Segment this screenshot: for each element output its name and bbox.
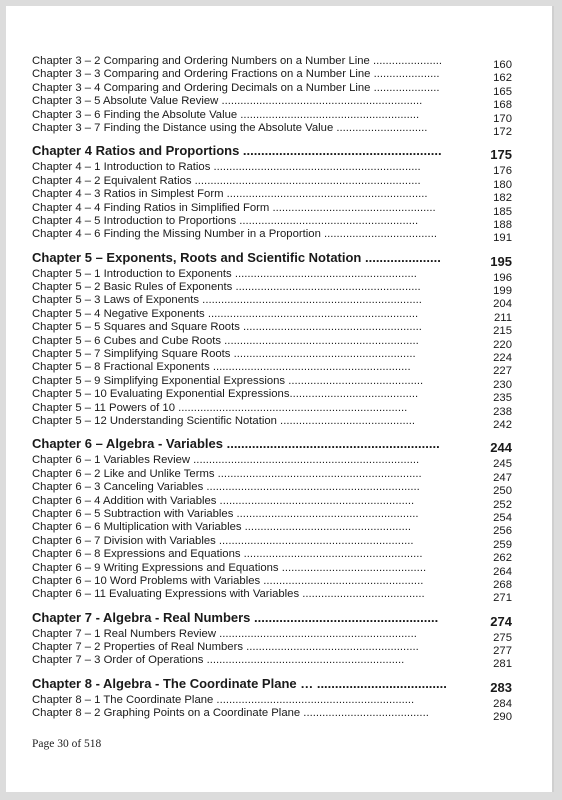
toc-entry-label: Chapter 3 – 3 Comparing and Ordering Fractions on a Number Line ..................... (32, 68, 440, 81)
toc-entry (32, 507, 512, 524)
toc-entry (32, 693, 512, 710)
toc-entry-label: Chapter 6 – 9 Writing Expressions and Equations .............................................. (32, 561, 427, 574)
toc-entry-page: 199 (493, 285, 512, 298)
toc-entry (32, 548, 512, 565)
toc-entry-page: 162 (493, 72, 512, 85)
toc-entry-label: Chapter 4 – 6 Finding the Missing Number in a Proportion .................................... (32, 228, 437, 241)
toc-entry (32, 108, 512, 125)
toc-entry (32, 494, 512, 511)
toc-entry (32, 321, 512, 338)
toc-entry (32, 561, 512, 578)
chapter-heading (32, 143, 512, 163)
toc-entry-page: 256 (493, 525, 512, 538)
toc-entry-label: Chapter 6 – 3 Canceling Variables .................................................................... (32, 481, 420, 494)
toc-entry-label: Chapter 6 – 11 Evaluating Expressions with Variables ....................................... (32, 588, 425, 601)
toc-entry-label: Chapter 5 – 9 Simplifying Exponential Expressions ........................................... (32, 374, 424, 387)
toc-entry-page: 245 (493, 458, 512, 471)
section-gap (32, 242, 512, 250)
toc-entry-page: 224 (493, 352, 512, 365)
section-gap (32, 602, 512, 610)
toc-entry (32, 95, 512, 112)
toc-entry-page: 235 (493, 392, 512, 405)
toc-entry-label: Chapter 5 – 8 Fractional Exponents ............................................................... (32, 361, 411, 374)
toc-entry-page: 160 (493, 59, 512, 71)
toc-entry-label: Chapter 6 – 5 Subtraction with Variables .......................................................... (32, 507, 419, 520)
toc-entry (32, 534, 512, 551)
toc-entry (32, 55, 512, 71)
toc-entry (32, 467, 512, 484)
toc-entry (32, 348, 512, 365)
page-footer: Page 30 of 518 (32, 738, 102, 750)
toc-entry (32, 707, 512, 724)
toc-entry (32, 334, 512, 351)
toc-entry-label: Chapter 6 – 2 Like and Unlike Terms ................................................................. (32, 467, 422, 480)
chapter-heading-label: Chapter 8 - Algebra - The Coordinate Plane … .................................... (32, 675, 447, 691)
toc-entry-page: 172 (493, 125, 512, 138)
toc-entry (32, 361, 512, 378)
toc-entry-label: Chapter 5 – 4 Negative Exponents ................................................................... (32, 307, 419, 320)
toc-entry-page: 180 (493, 178, 512, 191)
toc-entry-label: Chapter 8 – 1 The Coordinate Plane ............................................................... (32, 693, 415, 706)
section-gap (32, 668, 512, 676)
chapter-heading-label: Chapter 5 – Exponents, Roots and Scientific Notation ..................... (32, 249, 441, 265)
chapter-heading-label: Chapter 4 Ratios and Proportions ....................................................... (32, 143, 442, 159)
toc-entry-page: 185 (493, 205, 512, 218)
toc-entry-label: Chapter 6 – 1 Variables Review ........................................................................ (32, 454, 420, 467)
toc-entry-page: 247 (493, 471, 512, 484)
toc-entry-page: 290 (493, 711, 512, 724)
toc-entry (32, 374, 512, 391)
toc-entry (32, 654, 512, 671)
toc-entry-label: Chapter 5 – 11 Powers of 10 ......................................................................... (32, 401, 408, 414)
toc-entry-page: 168 (493, 99, 512, 112)
toc-entry-label: Chapter 7 – 1 Real Numbers Review ............................................................... (32, 627, 417, 640)
toc-entry-label: Chapter 5 – 1 Introduction to Exponents .......................................................... (32, 267, 417, 280)
toc-entry-page: 215 (493, 325, 512, 338)
chapter-heading-page: 274 (490, 613, 512, 629)
chapter-heading-label: Chapter 6 – Algebra - Variables ........................................................... (32, 436, 440, 452)
toc-entry (32, 627, 512, 644)
toc-entry-label: Chapter 3 – 7 Finding the Distance using the Absolute Value ............................. (32, 121, 428, 134)
toc-entry-label: Chapter 5 – 10 Evaluating Exponential Expressions......................................... (32, 388, 419, 401)
toc-entry-page: 196 (493, 271, 512, 284)
toc-entry (32, 161, 512, 178)
toc-entry-label: Chapter 8 – 2 Graphing Points on a Coordinate Plane ........................................ (32, 707, 429, 720)
toc-entry (32, 188, 512, 205)
toc-entry-label: Chapter 6 – 4 Addition with Variables .............................................................. (32, 494, 415, 507)
toc-entry-label: Chapter 4 – 1 Introduction to Ratios .................................................................. (32, 161, 421, 174)
toc-entry-label: Chapter 3 – 2 Comparing and Ordering Numbers on a Number Line ...................... (32, 55, 443, 67)
toc-entry (32, 174, 512, 191)
toc-entry (32, 401, 512, 418)
toc-entry-page: 271 (493, 592, 512, 605)
toc-entry-label: Chapter 4 – 4 Finding Ratios in Simplified Form .................................................... (32, 201, 436, 214)
chapter-heading (32, 609, 512, 629)
toc-entry-page: 275 (493, 631, 512, 644)
toc-entry (32, 121, 512, 138)
toc-entry-page: 259 (493, 538, 512, 551)
toc-entry-page: 284 (493, 697, 512, 710)
toc-entry-page: 170 (493, 112, 512, 125)
toc-entry-label: Chapter 5 – 2 Basic Rules of Exponents ........................................................... (32, 281, 421, 294)
toc-entry-label: Chapter 5 – 6 Cubes and Cube Roots .............................................................. (32, 334, 419, 347)
toc-entry (32, 267, 512, 284)
toc-entry (32, 454, 512, 471)
toc-entry (32, 294, 512, 311)
chapter-heading (32, 249, 512, 269)
toc-entry-page: 281 (493, 658, 512, 671)
chapter-heading-label: Chapter 7 - Algebra - Real Numbers ................................................... (32, 609, 439, 625)
toc-entry-page: 238 (493, 405, 512, 418)
toc-entry (32, 81, 512, 98)
toc-entry-label: Chapter 5 – 5 Squares and Square Roots ......................................................... (32, 321, 422, 334)
toc-entry (32, 588, 512, 605)
toc-entry-page: 242 (493, 418, 512, 431)
toc-entry-page: 220 (493, 338, 512, 351)
toc-entry-label: Chapter 3 – 4 Comparing and Ordering Decimals on a Number Line ..................... (32, 81, 440, 94)
toc-entry-label: Chapter 5 – 12 Understanding Scientific Notation ........................................... (32, 414, 416, 427)
toc-entry-label: Chapter 4 – 5 Introduction to Proportions ......................................................... (32, 214, 419, 227)
toc-entry-label: Chapter 4 – 3 Ratios in Simplest Form ................................................................ (32, 188, 428, 201)
toc-entry-label: Chapter 3 – 6 Finding the Absolute Value ......................................................... (32, 108, 420, 121)
toc-entry (32, 307, 512, 324)
toc-entry-label: Chapter 7 – 2 Properties of Real Numbers ....................................................... (32, 641, 419, 654)
toc-entry (32, 281, 512, 298)
toc-entry-page: 230 (493, 378, 512, 391)
toc-entry (32, 388, 512, 405)
chapter-heading (32, 436, 512, 456)
toc-entry-label: Chapter 6 – 6 Multiplication with Variables ..................................................... (32, 521, 412, 534)
toc-entry-page: 277 (493, 645, 512, 658)
chapter-heading-page: 283 (490, 679, 512, 695)
toc-entry (32, 641, 512, 658)
toc-entry-page: 176 (493, 165, 512, 178)
toc-entry (32, 68, 512, 85)
toc-entry-label: Chapter 7 – 3 Order of Operations ............................................................... (32, 654, 405, 667)
toc-entry (32, 201, 512, 218)
toc-entry-label: Chapter 6 – 10 Word Problems with Variables ................................................... (32, 574, 424, 587)
toc-entry (32, 481, 512, 498)
toc-entry-page: 264 (493, 565, 512, 578)
toc-entry-page: 191 (493, 232, 512, 245)
chapter-heading (32, 675, 512, 695)
toc-entry-page: 252 (493, 498, 512, 511)
toc-entry-page: 227 (493, 365, 512, 378)
toc-entry (32, 574, 512, 591)
toc-entry-label: Chapter 3 – 5 Absolute Value Review ................................................................ (32, 95, 423, 108)
toc-entry-page: 182 (493, 192, 512, 205)
table-of-contents (32, 55, 512, 724)
chapter-heading-page: 175 (490, 147, 512, 163)
section-gap (32, 135, 512, 143)
toc-entry (32, 521, 512, 538)
section-gap (32, 428, 512, 436)
toc-entry-page: 188 (493, 218, 512, 231)
toc-entry (32, 414, 512, 431)
chapter-heading-page: 195 (490, 253, 512, 269)
toc-entry (32, 214, 512, 231)
toc-entry-page: 268 (493, 578, 512, 591)
toc-entry-page: 250 (493, 485, 512, 498)
toc-entry-label: Chapter 5 – 7 Simplifying Square Roots .......................................................... (32, 348, 416, 361)
toc-entry-label: Chapter 5 – 3 Laws of Exponents ...................................................................... (32, 294, 422, 307)
toc-entry-page: 165 (493, 85, 512, 98)
toc-entry-label: Chapter 6 – 8 Expressions and Equations ......................................................... (32, 548, 423, 561)
toc-entry-label: Chapter 6 – 7 Division with Variables .............................................................. (32, 534, 414, 547)
document-page (6, 6, 554, 792)
toc-entry-page: 262 (493, 552, 512, 565)
chapter-heading-page: 244 (490, 440, 512, 456)
toc-entry-page: 211 (493, 311, 512, 324)
toc-entry-page: 254 (493, 511, 512, 524)
toc-entry (32, 228, 512, 245)
toc-entry-label: Chapter 4 – 2 Equivalent Ratios ........................................................................ (32, 174, 421, 187)
toc-entry-page: 204 (493, 298, 512, 311)
